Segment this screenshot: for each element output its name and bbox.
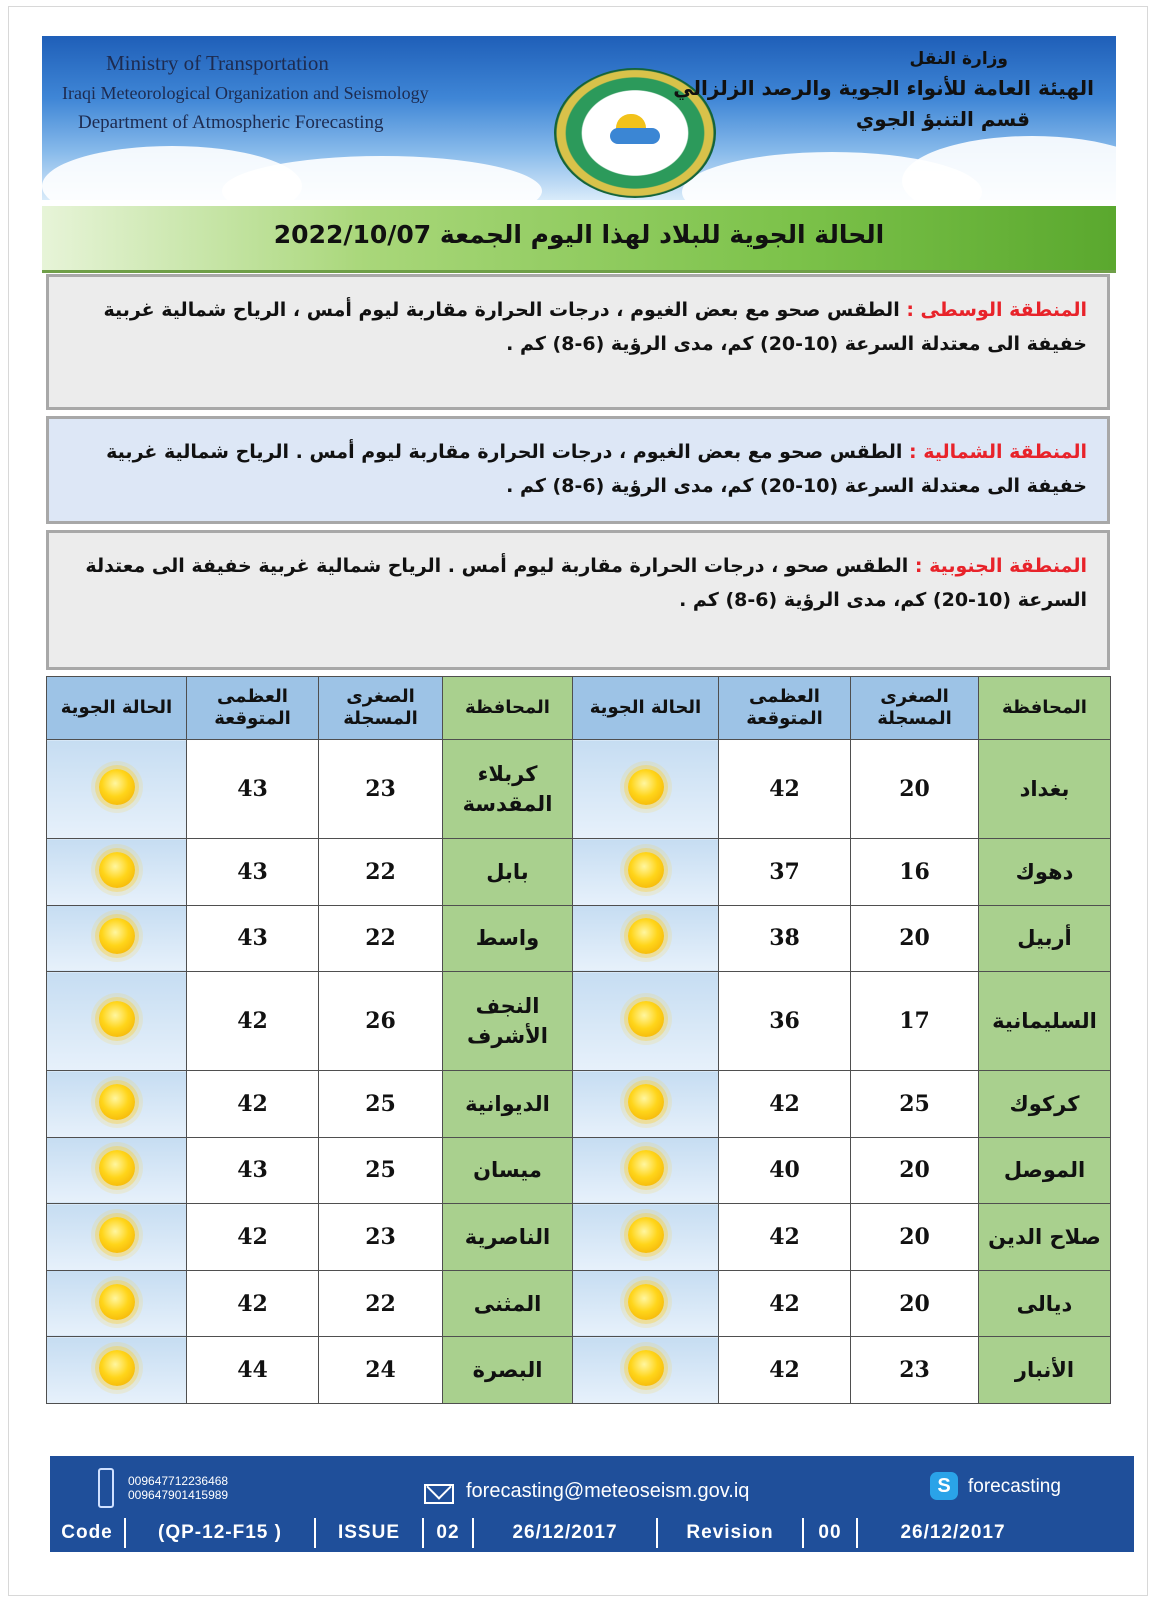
max-temp-cell: 38 bbox=[719, 905, 851, 972]
title-bar bbox=[42, 206, 1116, 273]
phone-number: 009647712236468 bbox=[128, 1474, 229, 1488]
max-temp-cell: 40 bbox=[719, 1137, 851, 1204]
province-cell: واسط bbox=[443, 905, 573, 972]
email-address[interactable]: forecasting@meteoseism.gov.iq bbox=[466, 1480, 750, 1502]
region-text: الطقس صحو مع بعض الغيوم ، درجات الحرارة مقاربة ليوم أمس ، الرياح شمالية غربية خفيفة الى معتدلة السرعة (10-20) كم، مدى الرؤية (6-8) كم . bbox=[103, 299, 1087, 355]
min-temp-cell: 20 bbox=[851, 905, 979, 972]
table-row bbox=[47, 972, 1111, 1071]
phone-numbers bbox=[128, 1474, 228, 1502]
province-cell: كركوك bbox=[979, 1071, 1111, 1138]
condition-cell bbox=[573, 905, 719, 972]
revision-date: 26/12/2017 bbox=[900, 1522, 1006, 1543]
header-min: الصغرى المسجلة bbox=[851, 677, 979, 740]
sun-icon bbox=[628, 1084, 664, 1120]
condition-cell bbox=[573, 1337, 719, 1404]
header-province: المحافظة bbox=[443, 677, 573, 740]
condition-cell bbox=[47, 1137, 187, 1204]
table-row bbox=[47, 905, 1111, 972]
max-temp-cell: 42 bbox=[187, 1204, 319, 1271]
condition-cell bbox=[47, 972, 187, 1071]
province-cell: ديالى bbox=[979, 1270, 1111, 1337]
min-temp-cell: 20 bbox=[851, 1270, 979, 1337]
min-temp-cell: 25 bbox=[319, 1071, 443, 1138]
weather-table bbox=[46, 676, 1111, 1404]
table-row bbox=[47, 1204, 1111, 1271]
max-temp-cell: 42 bbox=[719, 1337, 851, 1404]
condition-cell bbox=[47, 905, 187, 972]
sun-icon bbox=[628, 1150, 664, 1186]
condition-cell bbox=[573, 839, 719, 906]
sun-icon bbox=[628, 769, 664, 805]
region-name: المنطقة الجنوبية : bbox=[914, 555, 1087, 577]
max-temp-cell: 43 bbox=[187, 1137, 319, 1204]
max-temp-cell: 42 bbox=[187, 1071, 319, 1138]
english-header bbox=[62, 48, 429, 138]
max-temp-cell: 42 bbox=[719, 1071, 851, 1138]
condition-cell bbox=[573, 1137, 719, 1204]
sun-icon bbox=[628, 1001, 664, 1037]
max-temp-cell: 42 bbox=[187, 1270, 319, 1337]
province-cell: الناصرية bbox=[443, 1204, 573, 1271]
max-temp-cell: 42 bbox=[719, 1270, 851, 1337]
organization-name-en: Iraqi Meteorological Organization and Seismology bbox=[62, 83, 429, 103]
table-header-row bbox=[47, 677, 1111, 740]
department-name-ar: قسم التنبؤ الجوي bbox=[855, 107, 1030, 131]
issue-number: 02 bbox=[424, 1518, 474, 1548]
header-max: العظمى المتوقعة bbox=[719, 677, 851, 740]
sun-icon bbox=[628, 852, 664, 888]
revision-label: Revision bbox=[658, 1518, 804, 1548]
condition-cell bbox=[47, 1071, 187, 1138]
skype-name[interactable]: forecasting bbox=[968, 1476, 1061, 1497]
min-temp-cell: 22 bbox=[319, 839, 443, 906]
condition-cell bbox=[573, 1270, 719, 1337]
header-province: المحافظة bbox=[979, 677, 1111, 740]
revision-number: 00 bbox=[804, 1518, 858, 1548]
sun-icon bbox=[99, 1217, 135, 1253]
sun-icon bbox=[99, 769, 135, 805]
sun-icon bbox=[99, 1284, 135, 1320]
min-temp-cell: 22 bbox=[319, 1270, 443, 1337]
min-temp-cell: 20 bbox=[851, 1137, 979, 1204]
sun-icon bbox=[99, 1150, 135, 1186]
province-cell: السليمانية bbox=[979, 972, 1111, 1071]
min-temp-cell: 23 bbox=[319, 1204, 443, 1271]
province-cell: أربيل bbox=[979, 905, 1111, 972]
footer bbox=[50, 1456, 1134, 1552]
province-cell: بغداد bbox=[979, 740, 1111, 839]
table-row bbox=[47, 1270, 1111, 1337]
condition-cell bbox=[47, 1337, 187, 1404]
sun-icon bbox=[99, 918, 135, 954]
mail-icon bbox=[424, 1484, 454, 1504]
max-temp-cell: 43 bbox=[187, 740, 319, 839]
condition-cell bbox=[47, 1270, 187, 1337]
sun-icon bbox=[628, 1350, 664, 1386]
region-south bbox=[46, 530, 1110, 670]
min-temp-cell: 22 bbox=[319, 905, 443, 972]
issue-label: ISSUE bbox=[316, 1518, 424, 1548]
min-temp-cell: 17 bbox=[851, 972, 979, 1071]
region-text: الطقس صحو مع بعض الغيوم ، درجات الحرارة مقاربة ليوم أمس . الرياح شمالية غربية خفيفة الى معتدلة السرعة (10-20) كم، مدى الرؤية (6-8) كم . bbox=[106, 441, 1087, 497]
province-cell: دهوك bbox=[979, 839, 1111, 906]
sun-icon bbox=[628, 1217, 664, 1253]
province-cell: النجف الأشرف bbox=[443, 972, 573, 1071]
skype-icon: S bbox=[930, 1472, 958, 1500]
region-central bbox=[46, 274, 1110, 410]
province-cell: المثنى bbox=[443, 1270, 573, 1337]
condition-cell bbox=[573, 740, 719, 839]
document-code-row bbox=[50, 1518, 1134, 1548]
page-title: الحالة الجوية للبلاد لهذا اليوم الجمعة 2022/10/07 bbox=[273, 220, 885, 249]
condition-cell bbox=[573, 972, 719, 1071]
max-temp-cell: 42 bbox=[187, 972, 319, 1071]
min-temp-cell: 20 bbox=[851, 1204, 979, 1271]
condition-cell bbox=[47, 740, 187, 839]
table-row bbox=[47, 1071, 1111, 1138]
logo-cloud-icon bbox=[610, 128, 660, 144]
issue-date: 26/12/2017 bbox=[474, 1518, 658, 1548]
table-row bbox=[47, 740, 1111, 839]
table-row bbox=[47, 839, 1111, 906]
province-cell: صلاح الدين bbox=[979, 1204, 1111, 1271]
header-max: العظمى المتوقعة bbox=[187, 677, 319, 740]
condition-cell bbox=[47, 839, 187, 906]
province-cell: الديوانية bbox=[443, 1071, 573, 1138]
province-cell: بابل bbox=[443, 839, 573, 906]
header-condition: الحالة الجوية bbox=[47, 677, 187, 740]
min-temp-cell: 23 bbox=[851, 1337, 979, 1404]
header-condition: الحالة الجوية bbox=[573, 677, 719, 740]
province-cell: كربلاء المقدسة bbox=[443, 740, 573, 839]
max-temp-cell: 42 bbox=[719, 740, 851, 839]
max-temp-cell: 44 bbox=[187, 1337, 319, 1404]
cloud-decoration bbox=[902, 136, 1116, 200]
phone-icon bbox=[98, 1468, 114, 1508]
min-temp-cell: 26 bbox=[319, 972, 443, 1071]
max-temp-cell: 36 bbox=[719, 972, 851, 1071]
province-cell: الموصل bbox=[979, 1137, 1111, 1204]
ministry-name-en: Ministry of Transportation bbox=[106, 51, 329, 75]
sun-icon bbox=[628, 918, 664, 954]
province-cell: ميسان bbox=[443, 1137, 573, 1204]
table-row bbox=[47, 1137, 1111, 1204]
header-banner bbox=[42, 36, 1116, 200]
phone-number: 009647901415989 bbox=[128, 1488, 229, 1502]
min-temp-cell: 25 bbox=[851, 1071, 979, 1138]
table-row bbox=[47, 1337, 1111, 1404]
condition-cell bbox=[573, 1204, 719, 1271]
region-name: المنطقة الشمالية : bbox=[909, 441, 1087, 463]
max-temp-cell: 37 bbox=[719, 839, 851, 906]
contact-bar bbox=[50, 1456, 1134, 1518]
min-temp-cell: 16 bbox=[851, 839, 979, 906]
province-cell: البصرة bbox=[443, 1337, 573, 1404]
province-cell: الأنبار bbox=[979, 1337, 1111, 1404]
condition-cell bbox=[47, 1204, 187, 1271]
region-text: الطقس صحو ، درجات الحرارة مقاربة ليوم أمس . الرياح شمالية غربية خفيفة الى معتدلة السرعة (10-20) كم، مدى الرؤية (6-8) كم . bbox=[85, 555, 1087, 611]
sun-icon bbox=[99, 1001, 135, 1037]
ministry-name-ar: وزارة النقل bbox=[909, 49, 1008, 69]
code-value: (QP-12-F15 ) bbox=[126, 1518, 316, 1548]
max-temp-cell: 43 bbox=[187, 839, 319, 906]
min-temp-cell: 20 bbox=[851, 740, 979, 839]
region-name: المنطقة الوسطى : bbox=[906, 299, 1087, 321]
code-label: Code bbox=[50, 1518, 126, 1548]
region-north bbox=[46, 416, 1110, 524]
max-temp-cell: 42 bbox=[719, 1204, 851, 1271]
sun-icon bbox=[99, 1084, 135, 1120]
sun-icon bbox=[99, 852, 135, 888]
min-temp-cell: 24 bbox=[319, 1337, 443, 1404]
sun-icon bbox=[99, 1350, 135, 1386]
arabic-header bbox=[673, 46, 1094, 134]
header-min: الصغرى المسجلة bbox=[319, 677, 443, 740]
organization-name-ar: الهيئة العامة للأنواء الجوية والرصد الزلزالي bbox=[673, 76, 1094, 100]
condition-cell bbox=[573, 1071, 719, 1138]
min-temp-cell: 25 bbox=[319, 1137, 443, 1204]
max-temp-cell: 43 bbox=[187, 905, 319, 972]
department-name-en: Department of Atmospheric Forecasting bbox=[78, 112, 384, 133]
sun-icon bbox=[628, 1284, 664, 1320]
min-temp-cell: 23 bbox=[319, 740, 443, 839]
